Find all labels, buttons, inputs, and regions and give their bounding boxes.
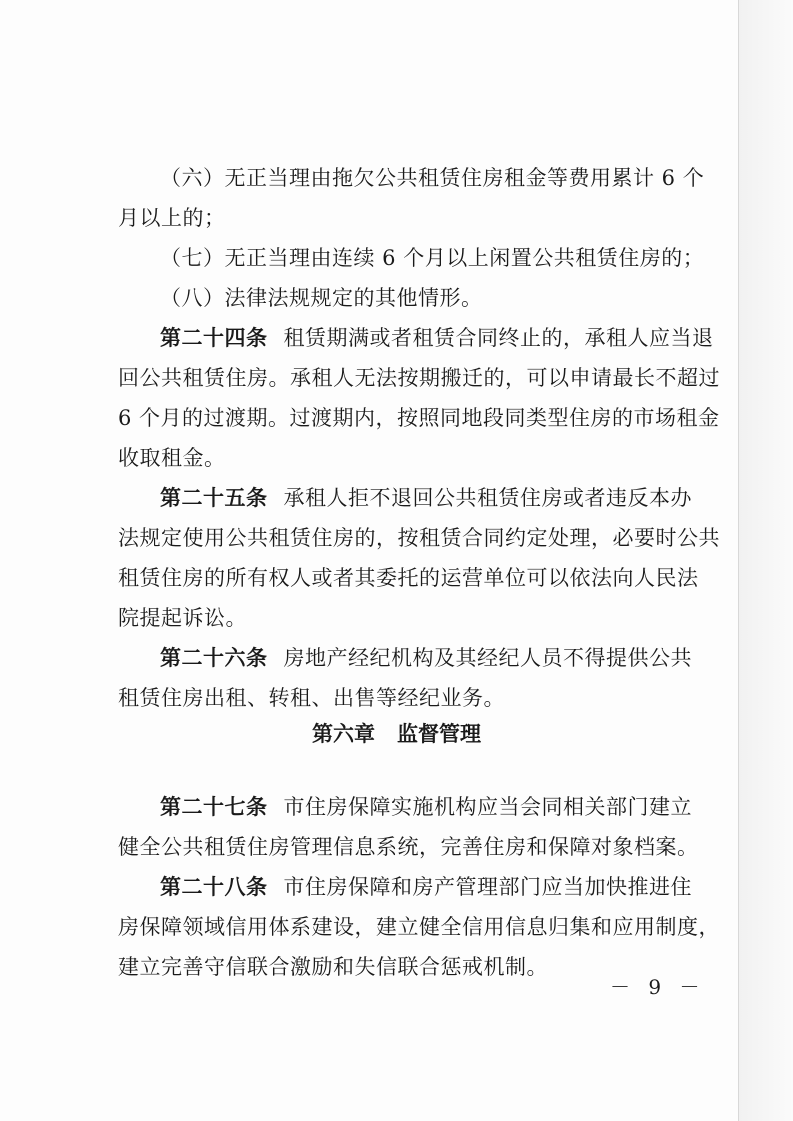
scan-margin-shade <box>739 0 793 1121</box>
chapter-heading <box>0 719 793 749</box>
chapter-title: 监督管理 <box>397 722 481 746</box>
article-26-line-2: 租赁住房出租、转租、出售等经纪业务。 <box>118 686 505 710</box>
article-24-line-3: 6 个月的过渡期。过渡期内，按照同地段同类型住房的市场租金 <box>118 406 720 430</box>
article-24-line-4: 收取租金。 <box>118 446 226 470</box>
item-7: （七）无正当理由连续 6 个月以上闲置公共租赁住房的； <box>160 246 705 270</box>
article-28-line-3: 建立完善守信联合激励和失信联合惩戒机制。 <box>118 955 548 979</box>
page-number: － 9 － <box>610 975 706 999</box>
article-27-title: 第二十七条 <box>160 795 268 819</box>
item-6-line-1: （六）无正当理由拖欠公共租赁住房租金等费用累计 6 个 <box>160 166 705 190</box>
article-25-text-1: 承租人拒不退回公共租赁住房或者违反本办 <box>283 486 692 510</box>
article-28-line-1 <box>160 872 692 902</box>
article-27-line-1 <box>160 792 692 822</box>
article-24-text-1: 租赁期满或者租赁合同终止的，承租人应当退 <box>283 326 714 350</box>
item-6-line-2: 月以上的； <box>118 206 226 230</box>
article-27-text-1: 市住房保障实施机构应当会同相关部门建立 <box>283 795 692 819</box>
article-26-text-1: 房地产经纪机构及其经纪人员不得提供公共 <box>283 646 692 670</box>
article-28-line-2: 房保障领域信用体系建设，建立健全信用信息归集和应用制度， <box>118 915 720 939</box>
article-28-title: 第二十八条 <box>160 875 268 899</box>
article-28-text-1: 市住房保障和房产管理部门应当加快推进住 <box>283 875 692 899</box>
article-25-line-4: 院提起诉讼。 <box>118 606 247 630</box>
article-24-title: 第二十四条 <box>160 326 268 350</box>
chapter-number: 第六章 <box>312 722 375 746</box>
article-25-line-1 <box>160 483 692 513</box>
article-27-line-2: 健全公共租赁住房管理信息系统，完善住房和保障对象档案。 <box>118 835 699 859</box>
item-8: （八）法律法规规定的其他情形。 <box>160 286 483 310</box>
article-24-line-2: 回公共租赁住房。承租人无法按期搬迁的，可以申请最长不超过 <box>118 366 720 390</box>
article-24-line-1 <box>160 323 714 353</box>
article-25-line-3: 租赁住房的所有权人或者其委托的运营单位可以依法向人民法 <box>118 566 699 590</box>
article-26-title: 第二十六条 <box>160 646 268 670</box>
article-26-line-1 <box>160 643 692 673</box>
article-25-title: 第二十五条 <box>160 486 268 510</box>
article-25-line-2: 法规定使用公共租赁住房的，按租赁合同约定处理，必要时公共 <box>118 526 720 550</box>
